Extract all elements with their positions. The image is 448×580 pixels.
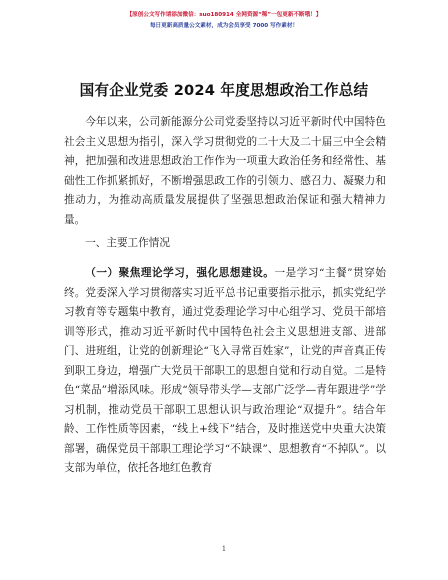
page-number: 1 xyxy=(221,545,227,553)
subsection-body-theory-study: 一是学习“主餐”贯穿始终。党委深入学习贯彻落实习近平总书记重要指示批示，抓实党纪学习教育等专题集中教育，通过党委理论学习中心组学习、党员干部培训等形式，推动习近平新时代中国特色社会主义思想进支部、进部门、进班组，让党的创新理论“飞入寻常百姓家”，让党的声音真正传到职工身边，增强广大党员干部职工的思想自觉和行动自觉。二是特色“菜品”增添风味。形成“领导带头学—支部广泛学—青年跟进学”学习机制，推动党员干部职工思想认识与政治理论“双提升”。结合年龄、工作性质等因素，“线上+线下”结合，及时推送党中央重大决策部署，确保党员干部职工理论学习“不缺课”、思想教育“不掉队”。以支部为单位，依托各地红色教育 xyxy=(64,267,386,474)
document-title: 国有企业党委 2024 年度思想政治工作总结 xyxy=(79,82,369,99)
subsection-paragraph-theory-study xyxy=(64,264,386,479)
banner-line-1: 【原创公文写作请添加微信：suo180914 全网资源“稀”一包更新不断哦！】 xyxy=(126,12,322,18)
section-heading-main-work: 一、主要工作情况 xyxy=(85,237,170,249)
intro-paragraph: 今年以来，公司新能源分公司党委坚持以习近平新时代中国特色社会主义思想为指引，深入学习贯彻党的二十大及二十届三中全会精神，把加强和改进思想政治工作作为一项重大政治任务和经常性、基础性工作抓紧抓好，不断增强思政工作的引领力、感召力、凝聚力和推动力，为推动高质量发展提供了坚强思想政治保证和强大精神力量。 xyxy=(64,116,386,226)
header-banner xyxy=(0,10,448,32)
banner-line-2: 每日更新高质量公文素材，成为会员享受 7000 写作素材！ xyxy=(149,23,299,29)
subsection-heading-theory-study: （一）聚焦理论学习，强化思想建设。 xyxy=(85,267,275,279)
